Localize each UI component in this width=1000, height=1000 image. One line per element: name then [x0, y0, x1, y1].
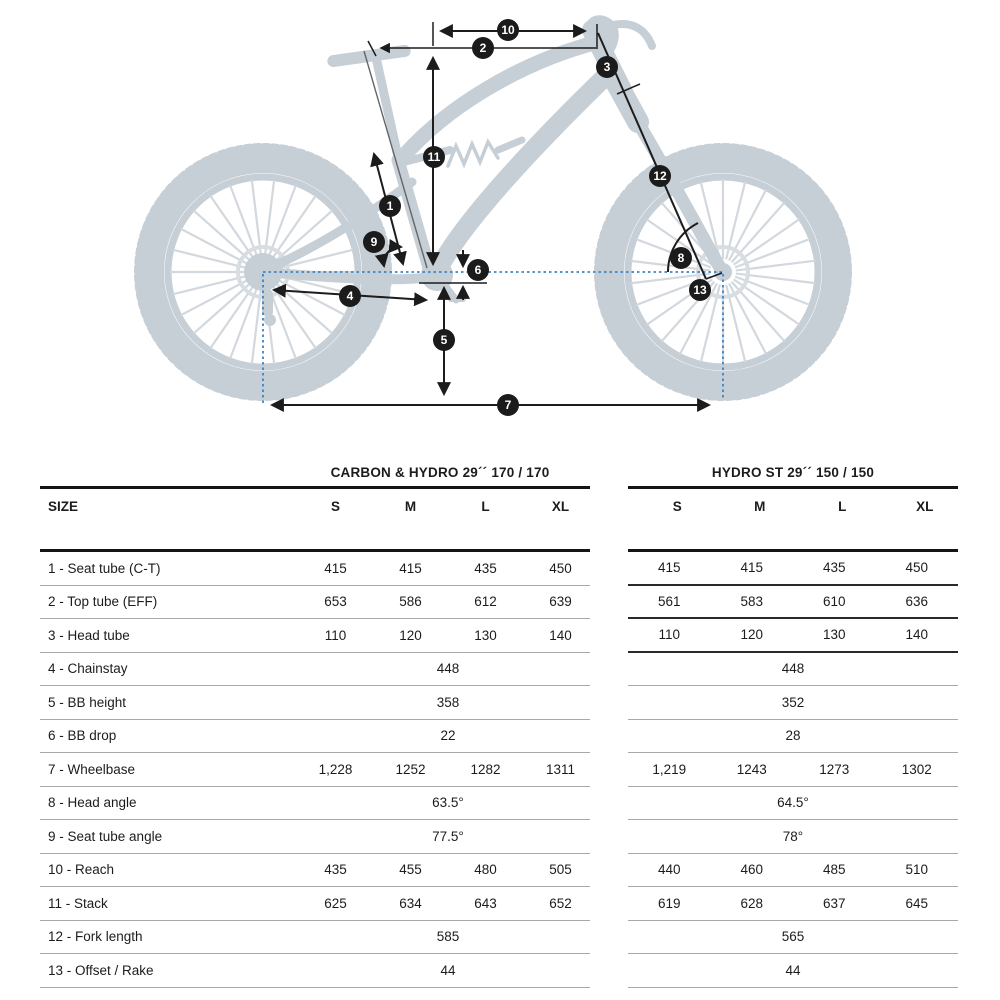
row-label: 2 - Top tube (EFF) — [48, 594, 158, 610]
cell-value: 652 — [549, 895, 572, 911]
callout-13 — [689, 279, 711, 301]
cell-value: 1311 — [545, 761, 576, 777]
cell-value: 636 — [905, 593, 929, 609]
table-rows — [40, 552, 958, 988]
svg-text:11: 11 — [427, 150, 441, 165]
cell-value: 450 — [549, 560, 572, 576]
svg-text:1: 1 — [386, 199, 394, 214]
cell-value: 44 — [785, 962, 801, 978]
callout-6 — [467, 259, 489, 281]
cell-value: 28 — [785, 728, 801, 744]
cell-value: 1282 — [470, 761, 501, 777]
cell-value: 1302 — [901, 761, 932, 777]
cell-value: 628 — [740, 895, 764, 911]
callout-9 — [363, 231, 385, 253]
table-row — [40, 887, 958, 921]
cell-value: 130 — [474, 627, 497, 643]
svg-text:2: 2 — [479, 41, 487, 56]
table-row — [40, 787, 958, 821]
group2-title: HYDRO ST 29´´ 150 / 150 — [711, 465, 875, 480]
cell-value: 448 — [781, 661, 805, 677]
cell-value: 565 — [781, 929, 805, 945]
svg-text:3: 3 — [603, 60, 611, 75]
table-row — [40, 820, 958, 854]
row-label: 7 - Wheelbase — [48, 761, 136, 777]
row-label: 4 - Chainstay — [48, 661, 128, 677]
cell-value: 415 — [657, 560, 681, 576]
callout-10 — [497, 19, 519, 41]
group1-title: CARBON & HYDRO 29´´ 170 / 170 — [330, 465, 550, 480]
cell-value: 110 — [324, 627, 347, 643]
cell-value: 440 — [657, 862, 681, 878]
cell-value: 561 — [657, 593, 681, 609]
cell-value: 1273 — [819, 761, 850, 777]
cell-value: 505 — [549, 862, 572, 878]
cell-value: 634 — [399, 895, 422, 911]
row-label: 12 - Fork length — [48, 929, 143, 945]
svg-text:12: 12 — [653, 169, 667, 184]
svg-text:5: 5 — [440, 333, 448, 348]
cell-value: 510 — [905, 862, 929, 878]
callout-11 — [423, 146, 445, 168]
size-col-m: M — [754, 498, 766, 514]
row-label: 1 - Seat tube (C-T) — [48, 560, 161, 576]
cell-value: 130 — [822, 627, 846, 643]
size-header-label: SIZE — [48, 498, 79, 514]
bike-diagram-svg — [0, 0, 1000, 445]
cell-value: 140 — [549, 627, 572, 643]
row-label: 13 - Offset / Rake — [48, 962, 154, 978]
svg-text:9: 9 — [370, 235, 378, 250]
cell-value: 415 — [740, 560, 764, 576]
size-col-s: S — [330, 498, 340, 514]
cell-value: 435 — [474, 560, 497, 576]
callout-3 — [596, 56, 618, 78]
row-label: 10 - Reach — [48, 862, 115, 878]
cell-value: 585 — [436, 929, 460, 945]
callout-5 — [433, 329, 455, 351]
svg-text:10: 10 — [501, 23, 515, 38]
table-row — [40, 921, 958, 955]
svg-text:6: 6 — [474, 263, 482, 278]
row-label: 5 - BB height — [48, 694, 127, 710]
size-col-s: S — [672, 498, 682, 514]
cell-value: 450 — [905, 560, 929, 576]
size-col-m: M — [404, 498, 417, 514]
table-row — [40, 954, 958, 988]
table-row — [40, 686, 958, 720]
cell-value: 610 — [822, 593, 846, 609]
cell-value: 637 — [822, 895, 846, 911]
row-label: 6 - BB drop — [48, 728, 117, 744]
cell-value: 480 — [474, 862, 497, 878]
cell-value: 460 — [740, 862, 764, 878]
top-rule — [40, 486, 958, 489]
svg-text:13: 13 — [693, 283, 707, 298]
cell-value: 485 — [822, 862, 846, 878]
table-row — [40, 720, 958, 754]
size-col-xl: XL — [916, 498, 934, 514]
cell-value: 583 — [740, 593, 764, 609]
cell-value: 22 — [440, 728, 456, 744]
cell-value: 77.5° — [432, 828, 464, 844]
geometry-table — [40, 452, 958, 988]
frame — [265, 15, 719, 302]
cell-value: 455 — [399, 862, 422, 878]
cell-value: 120 — [740, 627, 764, 643]
cell-value: 625 — [324, 895, 347, 911]
cell-value: 435 — [822, 560, 846, 576]
cell-value: 645 — [905, 895, 929, 911]
table-row — [40, 753, 958, 787]
size-col-xl: XL — [551, 498, 570, 514]
cell-value: 643 — [474, 895, 497, 911]
callout-1 — [379, 195, 401, 217]
cell-value: 1243 — [736, 761, 767, 777]
cell-value: 612 — [474, 594, 497, 610]
cell-value: 78° — [782, 828, 804, 844]
cell-value: 352 — [781, 694, 805, 710]
row-label: 11 - Stack — [48, 895, 108, 911]
svg-text:8: 8 — [677, 251, 685, 266]
row-label: 9 - Seat tube angle — [48, 828, 163, 844]
cell-value: 586 — [399, 594, 422, 610]
size-header-row — [40, 489, 958, 523]
cell-value: 1,219 — [652, 761, 687, 777]
cell-value: 110 — [658, 627, 681, 643]
callout-8 — [670, 247, 692, 269]
size-col-l: L — [838, 498, 847, 514]
cell-value: 435 — [324, 862, 347, 878]
table-row — [40, 653, 958, 687]
callout-12 — [649, 165, 671, 187]
cell-value: 415 — [399, 560, 422, 576]
bike-silhouette — [137, 15, 849, 398]
cell-value: 1,228 — [318, 761, 353, 777]
cell-value: 448 — [436, 661, 460, 677]
front-wheel — [597, 146, 849, 398]
table-row — [40, 854, 958, 888]
cell-value: 415 — [324, 560, 347, 576]
cell-value: 653 — [324, 594, 347, 610]
bike-diagram — [0, 0, 1000, 445]
cell-value: 1252 — [395, 761, 426, 777]
callout-7 — [497, 394, 519, 416]
callout-2 — [472, 37, 494, 59]
cell-value: 44 — [440, 962, 456, 978]
group-titles-row — [40, 452, 958, 486]
table-row — [40, 552, 958, 586]
cell-value: 358 — [436, 694, 460, 710]
svg-text:4: 4 — [346, 289, 354, 304]
cell-value: 64.5° — [777, 795, 809, 811]
cell-value: 639 — [549, 594, 572, 610]
cell-value: 120 — [399, 627, 422, 643]
cell-value: 140 — [905, 627, 929, 643]
svg-text:7: 7 — [504, 398, 512, 413]
table-row — [40, 586, 958, 620]
row-label: 8 - Head angle — [48, 795, 137, 811]
table-row — [40, 619, 958, 653]
cell-value: 63.5° — [432, 795, 464, 811]
row-label: 3 - Head tube — [48, 627, 130, 643]
callout-4 — [339, 285, 361, 307]
size-col-l: L — [481, 498, 490, 514]
cell-value: 619 — [657, 895, 681, 911]
